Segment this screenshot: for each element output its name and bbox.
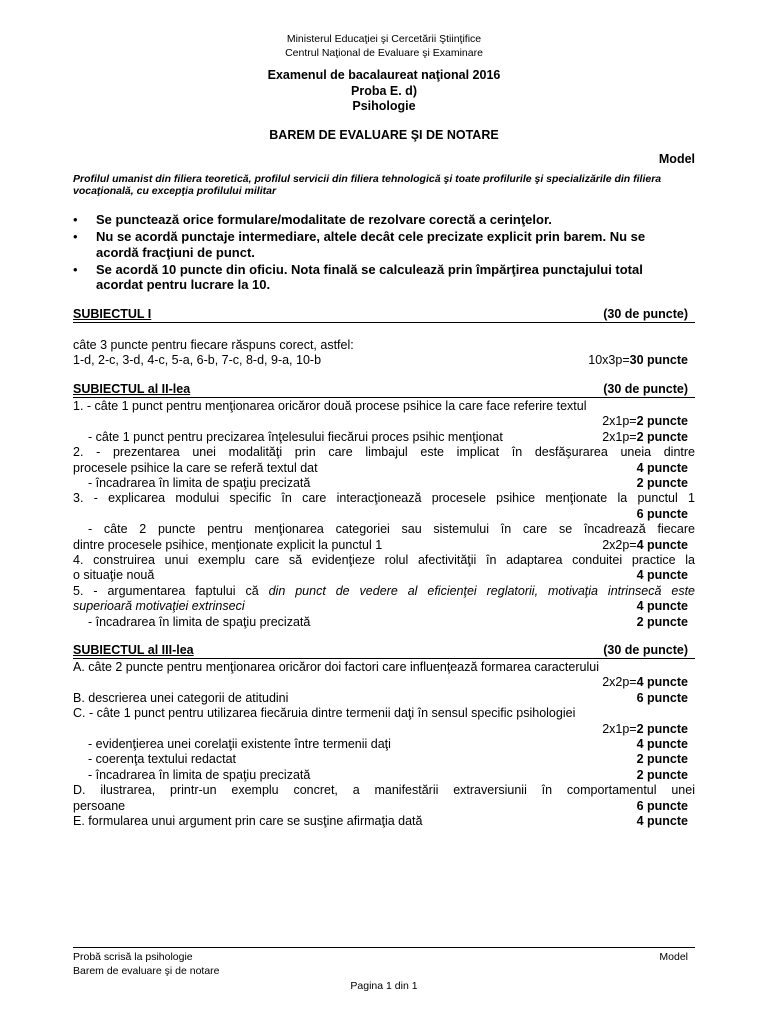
- barem-line-text: E. formularea unui argument prin care se susţine afirmaţia dată: [73, 814, 423, 828]
- s3-underline: [73, 658, 695, 659]
- barem-line: [73, 399, 695, 414]
- footer-left-1: Probă scrisă la psihologie: [73, 951, 193, 963]
- barem-line-points: 2x2p=4 puncte: [602, 675, 688, 690]
- subject-title: Psihologie: [352, 99, 416, 113]
- barem-line: [73, 737, 695, 752]
- model-label: Model: [658, 152, 695, 166]
- barem-line: [73, 783, 695, 798]
- profile-note: Profilul umanist din filiera teoretică, profilul servicii din filiera tehnologică şi toate profilurile şi specializările din filiera vocaţională, cu excepţia profilului militar: [73, 173, 662, 197]
- barem-line-points: 2x1p=2 puncte: [602, 721, 688, 736]
- barem-line-points: 6 puncte: [636, 690, 688, 705]
- barem-line-text: D. ilustrarea, printr-un exemplu concret, a manifestării extraversiunii în comportamentul unei: [73, 783, 695, 798]
- barem-line-text: - evidenţierea unei corelaţii existente între termenii daţi: [88, 737, 391, 751]
- footer-left-2: Barem de evaluare şi de notare: [73, 965, 220, 977]
- barem-line-text: 4. construirea unui exemplu care să evidenţieze rolul afectivităţii în adaptarea conduitei practice la: [73, 553, 695, 567]
- s1-line1: câte 3 puncte pentru fiecare răspuns corect, astfel:: [73, 338, 354, 352]
- barem-line-text: 3. - explicarea modului specific în care interacţionează procesele psihice menţionate la punctul 1: [73, 491, 695, 506]
- bullet-icon: •: [73, 262, 78, 277]
- barem-line: [73, 445, 695, 460]
- barem-line-text: 1. - câte 1 punct pentru menţionarea oricăror două procese psihice la care face referire textul: [73, 399, 587, 413]
- rule-3: Se acordă 10 puncte din oficiu. Nota finală se calculează prin împărţirea punctajului total: [96, 262, 643, 277]
- barem-line-text: - încadrarea în limita de spaţiu precizată: [88, 476, 311, 490]
- barem-line-text: B. descrierea unei categorii de atitudini: [73, 690, 289, 705]
- s1-score: 10x3p=30 puncte: [588, 353, 688, 367]
- barem-line-points: 4 puncte: [636, 737, 688, 751]
- s2-underline: [73, 397, 695, 398]
- rule-1: Se punctează orice formulare/modalitate de rezolvare corectă a cerinţelor.: [96, 212, 552, 227]
- barem-line: [73, 507, 695, 522]
- barem-line-text: - câte 1 punct pentru precizarea înţelesului fiecărui proces psihic menţionat: [88, 429, 503, 444]
- bullet-icon: •: [73, 212, 78, 227]
- barem-line-points: 2x1p=2 puncte: [602, 429, 688, 444]
- barem-line: [73, 430, 695, 445]
- barem-line: [73, 675, 695, 690]
- barem-line-points: 4 puncte: [636, 814, 688, 828]
- barem-line-points: 2 puncte: [636, 614, 688, 629]
- barem-line-text: C. - câte 1 punct pentru utilizarea fiecăruia dintre termenii daţi în sensul specific psihologiei: [73, 706, 576, 721]
- barem-line-text: superioară motivaţiei extrinseci: [73, 599, 245, 614]
- s3-title: SUBIECTUL al III-lea: [73, 643, 194, 657]
- barem-line: [73, 660, 695, 675]
- barem-line-points: 2 puncte: [636, 476, 688, 490]
- barem-line-text: 5. - argumentarea faptului că din punct de vedere al eficienţei reglatorii, motivaţia intrinsecă este: [73, 583, 695, 598]
- barem-line: [73, 691, 695, 706]
- barem-line-text: - coerenţa textului redactat: [88, 752, 236, 767]
- barem-title: BAREM DE EVALUARE ŞI DE NOTARE: [269, 128, 499, 142]
- barem-line: [73, 752, 695, 767]
- barem-line: [73, 799, 695, 814]
- barem-line-text: 2. - prezentarea unei modalităţi prin care limbajul este implicat în desfăşurarea uneia dintre: [73, 445, 695, 460]
- s1-answers: 1-d, 2-c, 3-d, 4-c, 5-a, 6-b, 7-c, 8-d, 9-a, 10-b: [73, 353, 322, 367]
- s3-points: (30 de puncte): [603, 643, 688, 657]
- barem-line-points: 2x2p=4 puncte: [602, 537, 688, 552]
- barem-line: [73, 706, 695, 721]
- barem-line-points: 4 puncte: [636, 599, 688, 614]
- barem-line: [73, 538, 695, 553]
- barem-line-points: 4 puncte: [636, 460, 688, 475]
- barem-line-text: o situaţie nouă: [73, 568, 155, 583]
- s1-points: (30 de puncte): [603, 307, 688, 321]
- s2-title: SUBIECTUL al II-lea: [73, 382, 191, 396]
- barem-line-text: - câte 2 puncte pentru menţionarea categoriei sau sistemului în care se încadrează fiecare: [88, 522, 695, 537]
- barem-line-points: 2x1p=2 puncte: [602, 414, 688, 429]
- rule-3-cont: acordat pentru lucrare la 10.: [96, 277, 271, 292]
- center-header: Centrul Naţional de Evaluare şi Examinare: [285, 47, 483, 59]
- proba-title: Proba E. d): [351, 84, 417, 98]
- barem-line: [73, 461, 695, 476]
- barem-line-points: 4 puncte: [636, 568, 688, 583]
- barem-line: [73, 491, 695, 506]
- barem-line: [73, 722, 695, 737]
- footer-model: Model: [659, 951, 688, 963]
- barem-line-text: - încadrarea în limita de spaţiu precizată: [88, 767, 311, 782]
- page-number: Pagina 1 din 1: [350, 980, 418, 992]
- footer-rule: [73, 947, 695, 948]
- rule-2: Nu se acordă punctaje intermediare, altele decât cele precizate explicit prin barem. Nu se: [96, 229, 646, 244]
- barem-line: [73, 414, 695, 429]
- barem-line: [73, 814, 695, 829]
- barem-line-points: 2 puncte: [636, 767, 688, 782]
- s2-points: (30 de puncte): [603, 382, 688, 396]
- barem-line-points: 6 puncte: [636, 506, 688, 521]
- barem-line-text: dintre procesele psihice, menţionate explicit la punctul 1: [73, 537, 383, 552]
- barem-line-text: - încadrarea în limita de spaţiu precizată: [88, 614, 311, 629]
- barem-line-text: procesele psihice la care se referă textul dat: [73, 460, 318, 475]
- barem-line: [73, 522, 695, 537]
- barem-line: [73, 553, 695, 568]
- barem-line: [73, 568, 695, 583]
- barem-line: [73, 584, 695, 599]
- barem-line: [73, 615, 695, 630]
- bullet-icon: •: [73, 229, 78, 244]
- s1-underline: [73, 322, 695, 323]
- barem-line-points: 6 puncte: [636, 798, 688, 813]
- barem-line: [73, 599, 695, 614]
- barem-line-points: 2 puncte: [636, 752, 688, 767]
- ministry-header: Ministerul Educaţiei şi Cercetării Ştiinţifice: [286, 33, 482, 45]
- barem-line-text: A. câte 2 puncte pentru menţionarea oricăror doi factori care influenţează formarea caracterului: [73, 660, 599, 674]
- barem-line: [73, 476, 695, 491]
- barem-line: [73, 768, 695, 783]
- barem-line-text: persoane: [73, 798, 126, 813]
- rule-2-cont: acordă fracţiuni de punct.: [96, 245, 255, 260]
- s1-title: SUBIECTUL I: [73, 307, 152, 321]
- exam-title: Examenul de bacalaureat naţional 2016: [267, 68, 501, 82]
